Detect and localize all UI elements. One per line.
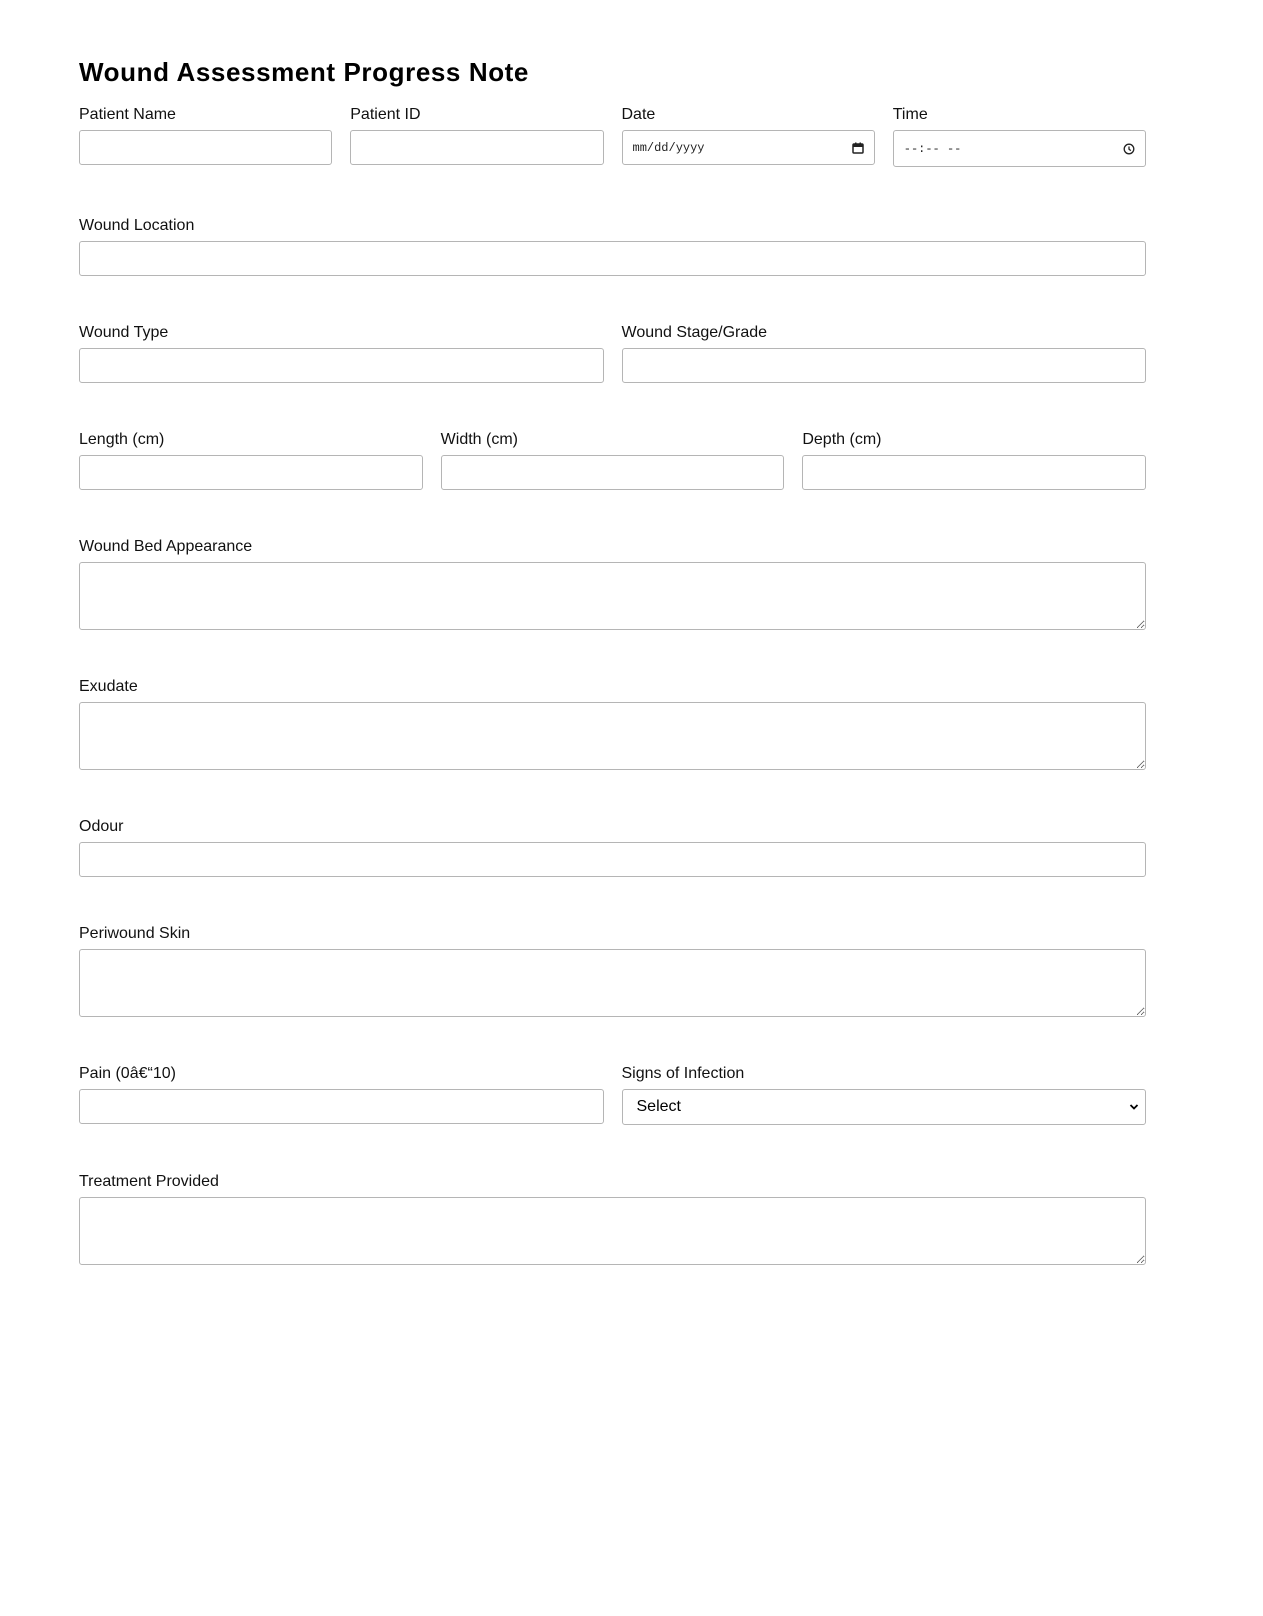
wound-stage-label: Wound Stage/Grade bbox=[621, 324, 768, 341]
field-wound-stage bbox=[622, 324, 1147, 383]
row-wound-type bbox=[79, 324, 1146, 383]
field-time bbox=[893, 106, 1146, 167]
date-label: Date bbox=[621, 106, 656, 123]
row-wound-location bbox=[79, 217, 1146, 276]
exudate-textarea[interactable] bbox=[79, 702, 1146, 770]
wound-location-label: Wound Location bbox=[79, 217, 195, 234]
field-wound-bed bbox=[79, 538, 1146, 630]
row-odour bbox=[79, 818, 1146, 877]
width-input[interactable] bbox=[441, 455, 785, 490]
field-wound-location bbox=[79, 217, 1146, 276]
field-date bbox=[622, 106, 875, 167]
length-label: Length (cm) bbox=[79, 431, 165, 448]
wound-location-input[interactable] bbox=[79, 241, 1146, 276]
row-exudate bbox=[79, 678, 1146, 770]
wound-stage-input[interactable] bbox=[622, 348, 1147, 383]
field-pain bbox=[79, 1065, 604, 1125]
depth-label: Depth (cm) bbox=[802, 431, 882, 448]
field-odour bbox=[79, 818, 1146, 877]
field-depth bbox=[802, 431, 1146, 490]
treatment-label: Treatment Provided bbox=[79, 1173, 219, 1190]
odour-input[interactable] bbox=[79, 842, 1146, 877]
row-pain-infection bbox=[79, 1065, 1146, 1125]
field-periwound bbox=[79, 925, 1146, 1017]
periwound-label: Periwound Skin bbox=[79, 925, 191, 942]
page-title: Wound Assessment Progress Note bbox=[79, 57, 529, 87]
row-patient-info bbox=[79, 106, 1146, 167]
patient-id-input[interactable] bbox=[350, 130, 603, 165]
date-input[interactable] bbox=[622, 130, 875, 165]
wound-bed-textarea[interactable] bbox=[79, 562, 1146, 630]
wound-bed-label: Wound Bed Appearance bbox=[79, 538, 253, 555]
calendar-icon[interactable] bbox=[852, 142, 864, 154]
patient-name-input[interactable] bbox=[79, 130, 332, 165]
wound-type-input[interactable] bbox=[79, 348, 604, 383]
date-placeholder: mm/dd/yyyy bbox=[632, 140, 705, 155]
treatment-textarea[interactable] bbox=[79, 1197, 1146, 1265]
patient-name-label: Patient Name bbox=[79, 106, 176, 123]
field-width bbox=[441, 431, 785, 490]
odour-label: Odour bbox=[79, 818, 124, 835]
row-treatment bbox=[79, 1173, 1146, 1265]
patient-id-label: Patient ID bbox=[350, 106, 421, 123]
clock-icon[interactable] bbox=[1123, 143, 1135, 155]
time-input[interactable] bbox=[893, 130, 1146, 167]
depth-input[interactable] bbox=[802, 455, 1146, 490]
field-length bbox=[79, 431, 423, 490]
infection-label: Signs of Infection bbox=[621, 1065, 745, 1082]
field-wound-type bbox=[79, 324, 604, 383]
width-label: Width (cm) bbox=[440, 431, 518, 448]
row-dimensions bbox=[79, 431, 1146, 490]
wound-type-label: Wound Type bbox=[79, 324, 169, 341]
infection-select[interactable] bbox=[622, 1089, 1147, 1125]
row-wound-bed bbox=[79, 538, 1146, 630]
field-infection bbox=[622, 1065, 1147, 1125]
time-placeholder: --:-- -- bbox=[903, 141, 962, 156]
periwound-textarea[interactable] bbox=[79, 949, 1146, 1017]
row-periwound bbox=[79, 925, 1146, 1017]
exudate-label: Exudate bbox=[79, 678, 138, 695]
infection-selected-value: Select bbox=[636, 1098, 681, 1115]
time-label: Time bbox=[892, 106, 928, 123]
chevron-down-icon[interactable] bbox=[1129, 1103, 1139, 1111]
length-input[interactable] bbox=[79, 455, 423, 490]
pain-input[interactable] bbox=[79, 1089, 604, 1124]
pain-label: Pain (0â€“10) bbox=[79, 1065, 176, 1082]
field-patient-name bbox=[79, 106, 332, 167]
field-treatment bbox=[79, 1173, 1146, 1265]
field-patient-id bbox=[350, 106, 603, 167]
field-exudate bbox=[79, 678, 1146, 770]
